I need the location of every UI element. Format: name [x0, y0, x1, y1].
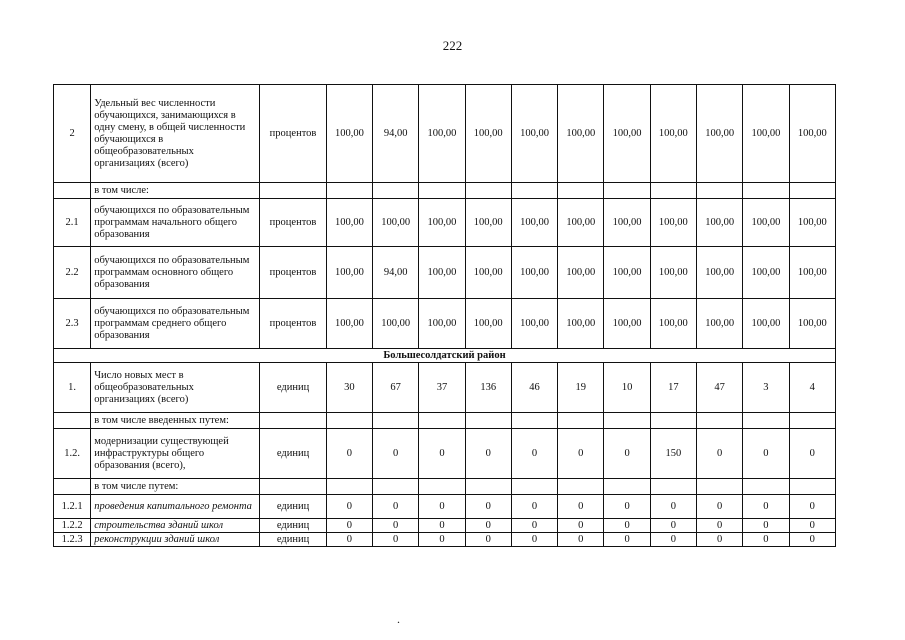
value-cell: 100,00: [511, 247, 557, 299]
value-cell: 30: [326, 363, 372, 413]
value-cell: 0: [558, 495, 604, 519]
row-number: 1.: [54, 363, 91, 413]
value-cell: 0: [373, 429, 419, 479]
value-cell: 100,00: [650, 299, 696, 349]
table-row: [54, 247, 836, 299]
indicator-name: Удельный вес численности обучающихся, занимающихся в одну смену, в общей численности обучающихся в общеобразовательных организациях (всего): [91, 85, 260, 183]
value-cell: 94,00: [373, 85, 419, 183]
unit-cell: [260, 413, 326, 429]
value-cell: 100,00: [326, 85, 372, 183]
value-cell: 0: [696, 519, 742, 533]
value-cell: 100,00: [650, 247, 696, 299]
value-cell: 17: [650, 363, 696, 413]
value-cell: 0: [511, 495, 557, 519]
value-cell: 0: [465, 429, 511, 479]
value-cell: 0: [604, 519, 650, 533]
value-cell: 10: [604, 363, 650, 413]
row-number: 2: [54, 85, 91, 183]
value-cell: [326, 413, 372, 429]
value-cell: [789, 183, 835, 199]
indicator-name: модернизации существующей инфраструктуры общего образования (всего),: [91, 429, 260, 479]
value-cell: [326, 183, 372, 199]
value-cell: 0: [558, 533, 604, 547]
value-cell: 0: [419, 519, 465, 533]
value-cell: 0: [465, 519, 511, 533]
value-cell: 0: [419, 495, 465, 519]
row-number: 2.3: [54, 299, 91, 349]
value-cell: 100,00: [743, 299, 789, 349]
indicator-name: обучающихся по образовательным программам среднего общего образования: [91, 299, 260, 349]
value-cell: 0: [373, 519, 419, 533]
row-number: 1.2.: [54, 429, 91, 479]
value-cell: [696, 183, 742, 199]
value-cell: 100,00: [511, 199, 557, 247]
value-cell: 100,00: [465, 247, 511, 299]
value-cell: 100,00: [743, 85, 789, 183]
table-row: [54, 479, 836, 495]
table-row: [54, 183, 836, 199]
value-cell: 0: [326, 519, 372, 533]
indicator-name: в том числе путем:: [91, 479, 260, 495]
value-cell: 100,00: [465, 85, 511, 183]
value-cell: 100,00: [696, 299, 742, 349]
unit-cell: единиц: [260, 429, 326, 479]
value-cell: 100,00: [326, 199, 372, 247]
indicator-name: Число новых мест в общеобразовательных организациях (всего): [91, 363, 260, 413]
value-cell: [419, 479, 465, 495]
value-cell: 0: [789, 429, 835, 479]
row-number: 1.2.3: [54, 533, 91, 547]
value-cell: 0: [373, 533, 419, 547]
value-cell: [465, 413, 511, 429]
unit-cell: единиц: [260, 533, 326, 547]
indicator-name: в том числе:: [91, 183, 260, 199]
value-cell: 100,00: [696, 247, 742, 299]
value-cell: [604, 413, 650, 429]
row-number: [54, 479, 91, 495]
row-number: [54, 413, 91, 429]
row-number: 1.2.2: [54, 519, 91, 533]
unit-cell: [260, 183, 326, 199]
value-cell: [789, 413, 835, 429]
value-cell: [650, 479, 696, 495]
value-cell: 0: [419, 429, 465, 479]
value-cell: 100,00: [604, 299, 650, 349]
value-cell: 100,00: [373, 199, 419, 247]
value-cell: 100,00: [558, 299, 604, 349]
value-cell: 47: [696, 363, 742, 413]
table-row: [54, 363, 836, 413]
value-cell: 0: [326, 495, 372, 519]
value-cell: 100,00: [511, 299, 557, 349]
value-cell: 136: [465, 363, 511, 413]
value-cell: [696, 413, 742, 429]
value-cell: [373, 479, 419, 495]
value-cell: 100,00: [465, 199, 511, 247]
value-cell: 0: [789, 533, 835, 547]
value-cell: [558, 479, 604, 495]
value-cell: 94,00: [373, 247, 419, 299]
table-row: [54, 85, 836, 183]
value-cell: [604, 479, 650, 495]
value-cell: [789, 479, 835, 495]
value-cell: [419, 413, 465, 429]
value-cell: [696, 479, 742, 495]
district-header: Большесолдатский район: [54, 349, 836, 363]
value-cell: 0: [558, 519, 604, 533]
value-cell: [558, 413, 604, 429]
value-cell: 0: [696, 495, 742, 519]
table-row: [54, 413, 836, 429]
value-cell: 0: [789, 495, 835, 519]
page-number: 222: [442, 38, 463, 53]
indicator-name: реконструкции зданий школ: [91, 533, 260, 547]
value-cell: 100,00: [419, 299, 465, 349]
row-number: [54, 183, 91, 199]
value-cell: 100,00: [696, 199, 742, 247]
value-cell: 0: [743, 495, 789, 519]
value-cell: 100,00: [743, 199, 789, 247]
value-cell: 0: [326, 533, 372, 547]
value-cell: 100,00: [419, 85, 465, 183]
value-cell: [743, 413, 789, 429]
value-cell: [465, 183, 511, 199]
value-cell: 100,00: [373, 299, 419, 349]
value-cell: 100,00: [558, 199, 604, 247]
unit-cell: процентов: [260, 299, 326, 349]
value-cell: 46: [511, 363, 557, 413]
value-cell: [373, 413, 419, 429]
value-cell: 100,00: [789, 85, 835, 183]
value-cell: 0: [511, 519, 557, 533]
value-cell: 0: [419, 533, 465, 547]
table-row: [54, 533, 836, 547]
indicator-name: проведения капитального ремонта: [91, 495, 260, 519]
value-cell: 0: [650, 519, 696, 533]
value-cell: 100,00: [789, 299, 835, 349]
value-cell: 0: [650, 533, 696, 547]
value-cell: 100,00: [558, 85, 604, 183]
indicators-table: [53, 84, 836, 547]
value-cell: 0: [558, 429, 604, 479]
value-cell: [604, 183, 650, 199]
value-cell: 100,00: [650, 85, 696, 183]
value-cell: 0: [650, 495, 696, 519]
value-cell: 37: [419, 363, 465, 413]
value-cell: [419, 183, 465, 199]
unit-cell: единиц: [260, 519, 326, 533]
value-cell: 100,00: [604, 85, 650, 183]
value-cell: 0: [326, 429, 372, 479]
value-cell: 100,00: [789, 247, 835, 299]
value-cell: 0: [743, 519, 789, 533]
value-cell: [743, 183, 789, 199]
value-cell: [511, 413, 557, 429]
value-cell: 0: [743, 533, 789, 547]
value-cell: [373, 183, 419, 199]
value-cell: 0: [696, 533, 742, 547]
value-cell: [326, 479, 372, 495]
value-cell: 100,00: [465, 299, 511, 349]
table-row: [54, 429, 836, 479]
unit-cell: единиц: [260, 495, 326, 519]
value-cell: [511, 183, 557, 199]
table-row: [54, 199, 836, 247]
page-mark: .: [397, 612, 400, 626]
value-cell: 0: [743, 429, 789, 479]
value-cell: 0: [604, 533, 650, 547]
row-number: 2.1: [54, 199, 91, 247]
value-cell: [743, 479, 789, 495]
value-cell: 0: [511, 533, 557, 547]
indicator-name: строительства зданий школ: [91, 519, 260, 533]
value-cell: 100,00: [558, 247, 604, 299]
row-number: 1.2.1: [54, 495, 91, 519]
value-cell: 0: [604, 429, 650, 479]
value-cell: 100,00: [419, 247, 465, 299]
indicator-name: обучающихся по образовательным программам основного общего образования: [91, 247, 260, 299]
value-cell: [650, 413, 696, 429]
value-cell: [558, 183, 604, 199]
table-row: [54, 299, 836, 349]
value-cell: 4: [789, 363, 835, 413]
value-cell: [650, 183, 696, 199]
value-cell: 100,00: [604, 247, 650, 299]
value-cell: 100,00: [511, 85, 557, 183]
value-cell: 100,00: [604, 199, 650, 247]
indicator-name: в том числе введенных путем:: [91, 413, 260, 429]
value-cell: 0: [604, 495, 650, 519]
value-cell: 100,00: [326, 299, 372, 349]
table-row: [54, 519, 836, 533]
value-cell: 100,00: [743, 247, 789, 299]
value-cell: 0: [465, 533, 511, 547]
unit-cell: единиц: [260, 363, 326, 413]
unit-cell: процентов: [260, 199, 326, 247]
table-row: [54, 495, 836, 519]
value-cell: 19: [558, 363, 604, 413]
value-cell: 100,00: [650, 199, 696, 247]
value-cell: 0: [373, 495, 419, 519]
unit-cell: процентов: [260, 85, 326, 183]
row-number: 2.2: [54, 247, 91, 299]
value-cell: 67: [373, 363, 419, 413]
value-cell: 0: [696, 429, 742, 479]
indicator-name: обучающихся по образовательным программам начального общего образования: [91, 199, 260, 247]
value-cell: 0: [511, 429, 557, 479]
value-cell: [511, 479, 557, 495]
unit-cell: процентов: [260, 247, 326, 299]
value-cell: 3: [743, 363, 789, 413]
value-cell: 150: [650, 429, 696, 479]
unit-cell: [260, 479, 326, 495]
district-header-row: [54, 349, 836, 363]
value-cell: 100,00: [419, 199, 465, 247]
value-cell: 0: [789, 519, 835, 533]
value-cell: 100,00: [326, 247, 372, 299]
value-cell: 100,00: [696, 85, 742, 183]
value-cell: [465, 479, 511, 495]
value-cell: 100,00: [789, 199, 835, 247]
value-cell: 0: [465, 495, 511, 519]
